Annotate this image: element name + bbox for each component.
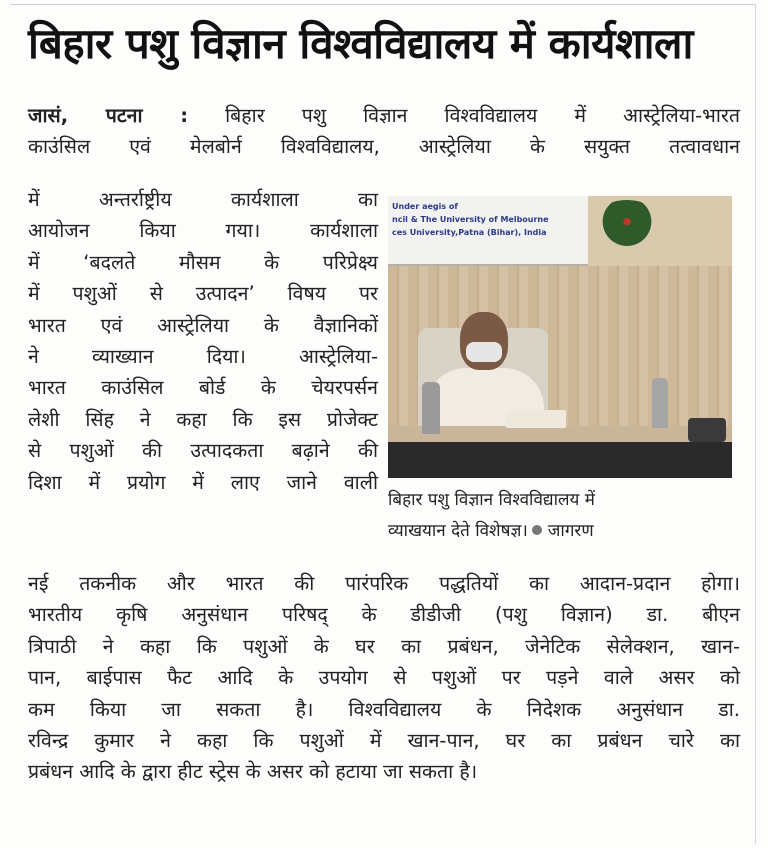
article-line [28, 100, 740, 131]
dateline: जासं, पटना : [28, 104, 189, 127]
article-line: आयोजन किया गया। कार्यशाला [28, 219, 378, 243]
clip-border-right [755, 4, 756, 844]
banner-line: ces University,Patna (Bihar), India [392, 228, 547, 237]
photo-nameplate [506, 410, 566, 428]
article-top [28, 100, 740, 163]
article-line-text: बिहार पशु विज्ञान विश्वविद्यालय में आस्ट्रेलिया-भारत [225, 104, 741, 127]
photo-bottle [652, 378, 668, 428]
article-line: दिशा में प्रयोग में लाए जाने वाली [28, 470, 378, 494]
photo-banner [388, 196, 588, 266]
article-left-column [28, 184, 378, 498]
article-line: रविन्द्र कुमार ने कहा कि पशुओं में खान-पान, घर का प्रबंधन चारे का [28, 728, 740, 752]
article-line: भारतीय कृषि अनुसंधान परिषद् के डीडीजी (पशु विज्ञान) डा. बीएन [28, 603, 740, 627]
article-line: से पशुओं की उत्पादकता बढ़ाने की [28, 439, 378, 463]
photo-person-mask [466, 342, 502, 362]
article-bottom [28, 568, 740, 788]
headline: बिहार पशु विज्ञान विश्वविद्यालय में कार्यशाला [28, 19, 693, 68]
photo-bottle [422, 382, 440, 434]
bullet-icon [532, 525, 542, 535]
clip-border-top [10, 4, 756, 5]
article-line: त्रिपाठी ने कहा कि पशुओं के घर का प्रबंधन, जेनेटिक सेलेक्शन, खान- [28, 634, 740, 658]
article-line: में पशुओं से उत्पादन’ विषय पर [28, 282, 378, 306]
article-line: में ‘बदलते मौसम के परिप्रेक्ष्य [28, 250, 378, 274]
article-line: भारत एवं आस्ट्रेलिया के वैज्ञानिकों [28, 313, 378, 337]
article-line: लेशी सिंह ने कहा कि इस प्रोजेक्ट [28, 407, 378, 431]
photo-phone [688, 418, 726, 442]
caption-text: व्याखयान देते विशेषज्ञ। [388, 521, 528, 542]
article-line: भारत काउंसिल बोर्ड के चेयरपर्सन [28, 376, 378, 400]
article-photo [388, 196, 732, 478]
caption-line: बिहार पशु विज्ञान विश्वविद्यालय में [388, 490, 595, 510]
article-line: में अन्तर्राष्ट्रीय कार्यशाला का [28, 188, 378, 211]
article-line: नई तकनीक और भारत की पारंपरिक पद्धतियों का आदान-प्रदान होगा। [28, 572, 740, 595]
caption-credit: जागरण [547, 521, 594, 542]
article-line: ने व्याख्यान दिया। आस्ट्रेलिया- [28, 344, 378, 368]
banner-line: Under aegis of [392, 202, 458, 211]
article-line: प्रबंधन आदि के द्वारा हीट स्ट्रेस के असर को हटाया जा सकता है। [28, 760, 478, 784]
photo-caption [388, 486, 732, 549]
article-line: पान, बाईपास फैट आदि के उपयोग से पशुओं पर पड़ने वाले असर को [28, 666, 740, 690]
article-line: कम किया जा सकता है। विश्वविद्यालय के निदेशक अनुसंधान डा. [28, 697, 740, 721]
wreath-decoration [592, 200, 662, 248]
article-line: काउंसिल एवं मेलबोर्न विश्वविद्यालय, आस्ट्रेलिया के सयुक्त तत्वावधान [28, 135, 740, 159]
photo-table-front [388, 442, 732, 478]
caption-line [388, 517, 732, 548]
banner-line: ncil & The University of Melbourne [392, 215, 549, 224]
